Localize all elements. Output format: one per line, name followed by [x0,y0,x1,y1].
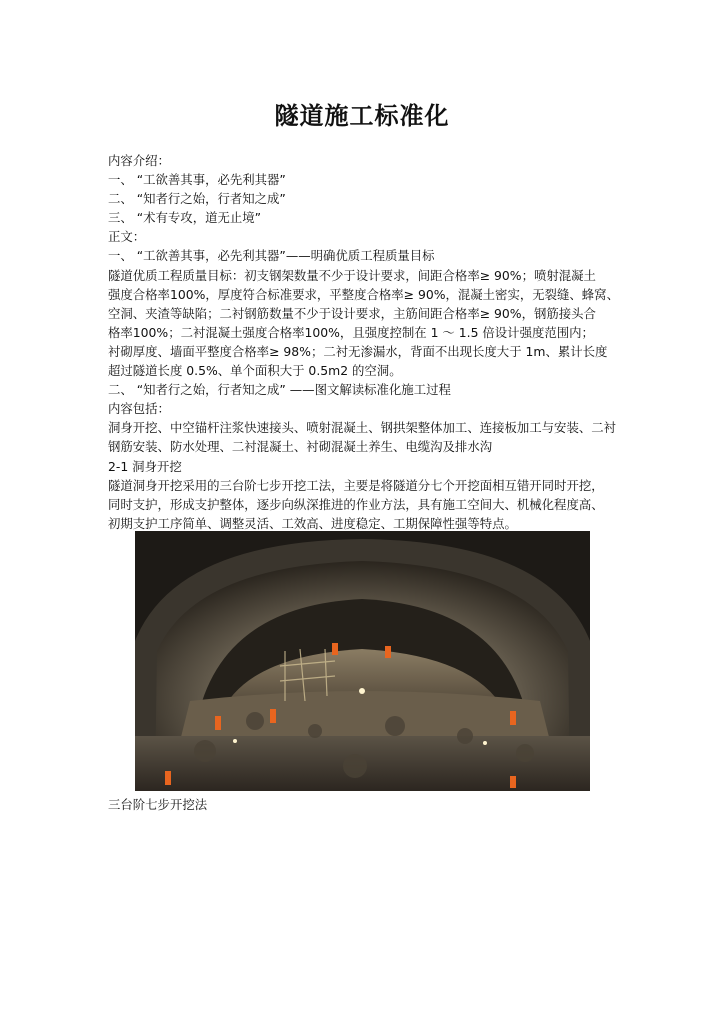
text-line: 同时支护，形成支护整体，逐步向纵深推进的作业方法，具有施工空间大、机械化程度高、 [108,496,604,512]
text-line: 隧道优质工程质量目标：初支钢架数量不少于设计要求，间距合格率≥ 90%；喷射混凝土 [108,267,596,283]
tunnel-excavation-photo [135,531,590,791]
text-line: 一、 “工欲善其事，必先利其器”——明确优质工程质量目标 [108,248,435,264]
text-line: 二、 “知者行之始，行者知之成” ——图文解读标准化施工过程 [108,382,451,398]
text-line: 正文： [108,229,146,245]
text-line: 强度合格率100%，厚度符合标准要求，平整度合格率≥ 90%，混凝土密实，无裂缝、蜂窝、 [108,286,619,302]
text-line: 初期支护工序简单、调整灵活、工效高、进度稳定、工期保障性强等特点。 [108,515,517,531]
text-line: 内容包括： [108,401,170,417]
text-line: 三、 “术有专攻，道无止境” [108,210,262,226]
text-line: 一、 “工欲善其事，必先利其器” [108,172,286,188]
figure-caption: 三台阶七步开挖法 [108,797,208,812]
text-line: 洞身开挖、中空锚杆注浆快速接头、喷射混凝土、钢拱架整体加工、连接板加工与安装、二衬 [108,420,617,436]
page-title: 隧道施工标准化 [274,102,450,130]
text-line: 内容介绍： [108,153,170,168]
document-body [108,151,628,533]
text-line: 2-1 洞身开挖 [108,458,182,474]
text-line: 钢筋安装、防水处理、二衬混凝土、衬砌混凝土养生、电缆沟及排水沟 [108,439,493,455]
text-line: 隧道洞身开挖采用的三台阶七步开挖工法，主要是将隧道分七个开挖面相互错开同时开挖， [108,477,604,493]
text-line: 衬砌厚度、墙面平整度合格率≥ 98%；二衬无渗漏水，背面不出现长度大于 1m、累计长度 [108,343,608,359]
text-line: 格率100%；二衬混凝土强度合格率100%，且强度控制在 1 ～ 1.5 倍设计强度范围内； [108,324,594,340]
text-line: 空洞、夹渣等缺陷；二衬钢筋数量不少于设计要求，主筋间距合格率≥ 90%，钢筋接头合 [108,305,596,321]
text-line: 超过隧道长度 0.5%、单个面积大于 0.5m2 的空洞。 [108,363,402,379]
text-line: 二、 “知者行之始，行者知之成” [108,191,286,207]
